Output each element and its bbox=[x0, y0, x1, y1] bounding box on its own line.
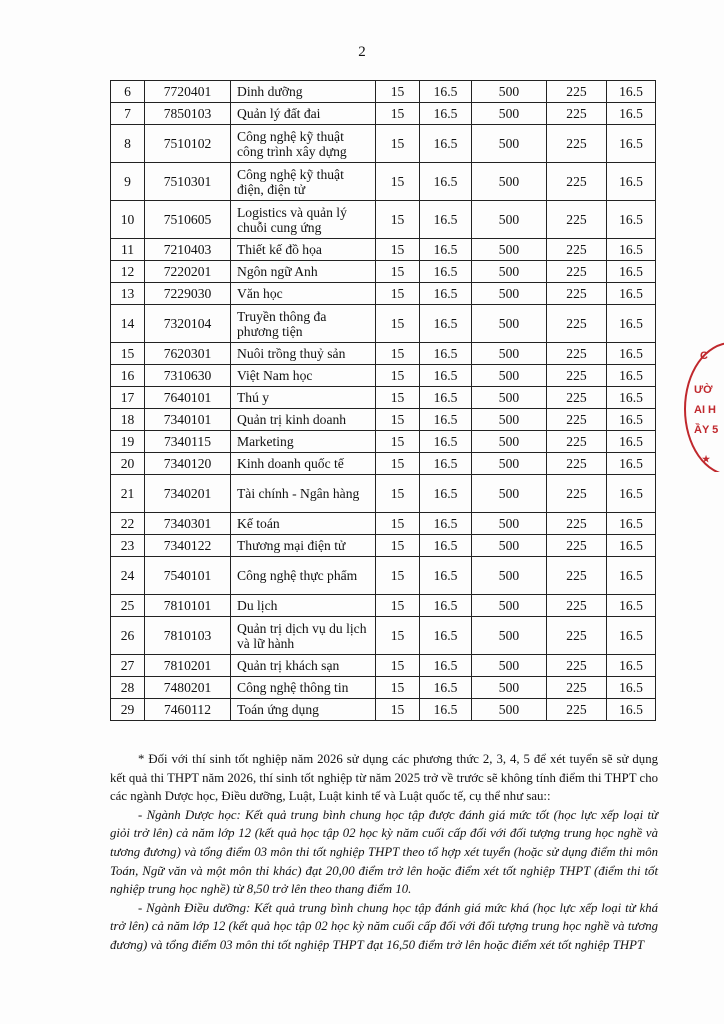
cell-stt: 28 bbox=[111, 677, 145, 699]
cell-c4: 225 bbox=[547, 677, 607, 699]
cell-stt: 6 bbox=[111, 81, 145, 103]
red-stamp bbox=[684, 342, 724, 472]
cell-c2: 16.5 bbox=[420, 305, 472, 343]
cell-c4: 225 bbox=[547, 125, 607, 163]
cell-name: Nuôi trồng thuỷ sản bbox=[231, 343, 376, 365]
cell-c1: 15 bbox=[376, 387, 420, 409]
table-row bbox=[111, 103, 656, 125]
cell-c3: 500 bbox=[472, 677, 547, 699]
cell-c2: 16.5 bbox=[420, 617, 472, 655]
cell-code: 7810101 bbox=[145, 595, 231, 617]
table-row bbox=[111, 431, 656, 453]
cell-c5: 16.5 bbox=[607, 283, 656, 305]
note-intro: * Đối với thí sinh tốt nghiệp năm 2026 sử dụng các phương thức 2, 3, 4, 5 để xét tuyển sẽ sử dụng kết quả thi THPT năm 2026, thí sinh tốt nghiệp từ năm 2025 trở về trước sẽ không tính điểm thi THPT cho các ngành Dược học, Điều dưỡng, Luật, Luật kinh tế và Luật quốc tế, cụ thể như sau:: bbox=[110, 752, 658, 804]
table-row bbox=[111, 163, 656, 201]
cell-c1: 15 bbox=[376, 557, 420, 595]
cell-name: Ngôn ngữ Anh bbox=[231, 261, 376, 283]
table-row bbox=[111, 283, 656, 305]
cell-stt: 10 bbox=[111, 201, 145, 239]
table-row bbox=[111, 201, 656, 239]
cell-c4: 225 bbox=[547, 81, 607, 103]
cell-stt: 15 bbox=[111, 343, 145, 365]
cell-c1: 15 bbox=[376, 343, 420, 365]
cell-name: Dinh dưỡng bbox=[231, 81, 376, 103]
cell-stt: 27 bbox=[111, 655, 145, 677]
cell-c2: 16.5 bbox=[420, 163, 472, 201]
cell-c2: 16.5 bbox=[420, 103, 472, 125]
cell-name: Thương mại điện tử bbox=[231, 535, 376, 557]
cell-c2: 16.5 bbox=[420, 557, 472, 595]
table-row bbox=[111, 343, 656, 365]
table-body bbox=[111, 81, 656, 721]
cell-c5: 16.5 bbox=[607, 201, 656, 239]
cell-c1: 15 bbox=[376, 677, 420, 699]
cell-code: 7540101 bbox=[145, 557, 231, 595]
note-duoc-hoc: - Ngành Dược học: Kết quả trung bình chung học tập được đánh giá mức tốt (học lực xếp loại từ giỏi trở lên) cả năm lớp 12 (kết quả học tập 02 học kỳ năm cuối cấp đối với đối tượng trung học nghề và tương đương) và tổng điểm 03 môn thi tốt nghiệp THPT theo tổ hợp xét tuyển (hoặc sử dụng điểm thi môn Toán, Ngữ văn và một môn thi khác) đạt 20,00 điểm trở lên hoặc điểm xét tốt nghiệp THPT (điểm thi tốt nghiệp trung học nghề) từ 8,50 trở lên theo thang điểm 10. bbox=[110, 807, 658, 897]
cell-name: Du lịch bbox=[231, 595, 376, 617]
cell-c1: 15 bbox=[376, 81, 420, 103]
cell-c4: 225 bbox=[547, 283, 607, 305]
cell-c1: 15 bbox=[376, 475, 420, 513]
note-dieu-duong: - Ngành Điều dưỡng: Kết quả trung bình chung học tập đánh giá mức khá (học lực xếp loại từ khá trở lên) cả năm lớp 12 (kết quả học tập 02 học kỳ năm cuối cấp đối với đối tượng trung học nghề và tương đương) và tổng điểm 03 môn thi tốt nghiệp THPT đạt 16,50 điểm trở lên hoặc điểm xét tốt nghiệp THPT bbox=[110, 900, 658, 952]
cell-code: 7510102 bbox=[145, 125, 231, 163]
cell-c4: 225 bbox=[547, 655, 607, 677]
cell-code: 7510301 bbox=[145, 163, 231, 201]
cell-name: Toán ứng dụng bbox=[231, 699, 376, 721]
cell-c4: 225 bbox=[547, 261, 607, 283]
table-row bbox=[111, 453, 656, 475]
cell-c2: 16.5 bbox=[420, 453, 472, 475]
page-number: 2 bbox=[358, 44, 366, 60]
cell-c1: 15 bbox=[376, 431, 420, 453]
cell-stt: 8 bbox=[111, 125, 145, 163]
cell-c2: 16.5 bbox=[420, 431, 472, 453]
table-row bbox=[111, 475, 656, 513]
cell-code: 7480201 bbox=[145, 677, 231, 699]
table-row bbox=[111, 239, 656, 261]
cell-c3: 500 bbox=[472, 201, 547, 239]
cell-c2: 16.5 bbox=[420, 343, 472, 365]
cell-c2: 16.5 bbox=[420, 535, 472, 557]
cell-c3: 500 bbox=[472, 655, 547, 677]
cell-c3: 500 bbox=[472, 387, 547, 409]
cell-c3: 500 bbox=[472, 365, 547, 387]
cell-c2: 16.5 bbox=[420, 261, 472, 283]
cell-stt: 26 bbox=[111, 617, 145, 655]
cell-stt: 29 bbox=[111, 699, 145, 721]
cell-c1: 15 bbox=[376, 163, 420, 201]
cell-name: Quản trị kinh doanh bbox=[231, 409, 376, 431]
cell-c3: 500 bbox=[472, 81, 547, 103]
cell-c5: 16.5 bbox=[607, 239, 656, 261]
cell-stt: 12 bbox=[111, 261, 145, 283]
cell-name: Logistics và quản lý chuỗi cung ứng bbox=[231, 201, 376, 239]
cell-name: Tài chính - Ngân hàng bbox=[231, 475, 376, 513]
cell-name: Văn học bbox=[231, 283, 376, 305]
cell-c4: 225 bbox=[547, 201, 607, 239]
cell-stt: 24 bbox=[111, 557, 145, 595]
cell-c1: 15 bbox=[376, 103, 420, 125]
cell-c5: 16.5 bbox=[607, 343, 656, 365]
cell-c5: 16.5 bbox=[607, 365, 656, 387]
cell-code: 7620301 bbox=[145, 343, 231, 365]
cell-c3: 500 bbox=[472, 535, 547, 557]
table-row bbox=[111, 699, 656, 721]
table-row bbox=[111, 125, 656, 163]
cell-stt: 20 bbox=[111, 453, 145, 475]
cell-c1: 15 bbox=[376, 125, 420, 163]
cell-c5: 16.5 bbox=[607, 163, 656, 201]
cell-c5: 16.5 bbox=[607, 81, 656, 103]
cell-stt: 21 bbox=[111, 475, 145, 513]
table-row bbox=[111, 261, 656, 283]
cell-c4: 225 bbox=[547, 305, 607, 343]
cell-c2: 16.5 bbox=[420, 365, 472, 387]
cell-c5: 16.5 bbox=[607, 617, 656, 655]
cell-c1: 15 bbox=[376, 261, 420, 283]
cell-stt: 22 bbox=[111, 513, 145, 535]
cell-code: 7340115 bbox=[145, 431, 231, 453]
cell-c5: 16.5 bbox=[607, 103, 656, 125]
cell-c3: 500 bbox=[472, 617, 547, 655]
stamp-star-icon: ★ bbox=[702, 454, 711, 464]
table-row bbox=[111, 617, 656, 655]
table-row bbox=[111, 513, 656, 535]
cell-c5: 16.5 bbox=[607, 699, 656, 721]
cell-code: 7310630 bbox=[145, 365, 231, 387]
cell-c4: 225 bbox=[547, 431, 607, 453]
cell-code: 7810103 bbox=[145, 617, 231, 655]
cell-c3: 500 bbox=[472, 125, 547, 163]
cell-c3: 500 bbox=[472, 453, 547, 475]
table-row bbox=[111, 677, 656, 699]
cell-name: Kế toán bbox=[231, 513, 376, 535]
cell-c2: 16.5 bbox=[420, 409, 472, 431]
cell-code: 7210403 bbox=[145, 239, 231, 261]
table-row bbox=[111, 655, 656, 677]
stamp-text-2: ƯỜ bbox=[694, 384, 713, 396]
cell-c3: 500 bbox=[472, 513, 547, 535]
stamp-text-1: C bbox=[700, 350, 708, 362]
cell-c4: 225 bbox=[547, 365, 607, 387]
cell-c2: 16.5 bbox=[420, 125, 472, 163]
cell-name: Công nghệ kỹ thuật điện, điện tử bbox=[231, 163, 376, 201]
admission-table bbox=[110, 80, 656, 721]
cell-name: Quản lý đất đai bbox=[231, 103, 376, 125]
cell-c2: 16.5 bbox=[420, 699, 472, 721]
cell-c2: 16.5 bbox=[420, 387, 472, 409]
cell-code: 7850103 bbox=[145, 103, 231, 125]
cell-c4: 225 bbox=[547, 595, 607, 617]
cell-c3: 500 bbox=[472, 343, 547, 365]
cell-c3: 500 bbox=[472, 283, 547, 305]
cell-name: Kinh doanh quốc tế bbox=[231, 453, 376, 475]
cell-name: Thú y bbox=[231, 387, 376, 409]
cell-c2: 16.5 bbox=[420, 595, 472, 617]
cell-c4: 225 bbox=[547, 343, 607, 365]
cell-c5: 16.5 bbox=[607, 387, 656, 409]
cell-stt: 7 bbox=[111, 103, 145, 125]
table-row bbox=[111, 557, 656, 595]
cell-c4: 225 bbox=[547, 409, 607, 431]
cell-c5: 16.5 bbox=[607, 595, 656, 617]
cell-c3: 500 bbox=[472, 557, 547, 595]
cell-c1: 15 bbox=[376, 239, 420, 261]
cell-code: 7320104 bbox=[145, 305, 231, 343]
cell-stt: 18 bbox=[111, 409, 145, 431]
cell-stt: 11 bbox=[111, 239, 145, 261]
cell-c4: 225 bbox=[547, 557, 607, 595]
cell-c2: 16.5 bbox=[420, 677, 472, 699]
cell-c1: 15 bbox=[376, 453, 420, 475]
cell-name: Quản trị khách sạn bbox=[231, 655, 376, 677]
cell-c4: 225 bbox=[547, 239, 607, 261]
cell-c5: 16.5 bbox=[607, 125, 656, 163]
stamp-text-3: AI H bbox=[694, 404, 716, 416]
cell-stt: 9 bbox=[111, 163, 145, 201]
cell-c4: 225 bbox=[547, 535, 607, 557]
cell-c2: 16.5 bbox=[420, 239, 472, 261]
cell-name: Việt Nam học bbox=[231, 365, 376, 387]
cell-c4: 225 bbox=[547, 513, 607, 535]
cell-code: 7340201 bbox=[145, 475, 231, 513]
cell-c5: 16.5 bbox=[607, 535, 656, 557]
cell-c2: 16.5 bbox=[420, 283, 472, 305]
cell-code: 7340301 bbox=[145, 513, 231, 535]
cell-code: 7229030 bbox=[145, 283, 231, 305]
cell-c4: 225 bbox=[547, 453, 607, 475]
cell-c5: 16.5 bbox=[607, 513, 656, 535]
cell-c1: 15 bbox=[376, 305, 420, 343]
table-row bbox=[111, 409, 656, 431]
cell-name: Quản trị dịch vụ du lịch và lữ hành bbox=[231, 617, 376, 655]
cell-stt: 17 bbox=[111, 387, 145, 409]
cell-c1: 15 bbox=[376, 201, 420, 239]
cell-name: Thiết kế đồ họa bbox=[231, 239, 376, 261]
stamp-text-4: ẦY 5 bbox=[694, 424, 719, 436]
cell-stt: 13 bbox=[111, 283, 145, 305]
cell-c4: 225 bbox=[547, 617, 607, 655]
cell-c2: 16.5 bbox=[420, 655, 472, 677]
cell-name: Công nghệ thực phẩm bbox=[231, 557, 376, 595]
cell-stt: 25 bbox=[111, 595, 145, 617]
cell-c1: 15 bbox=[376, 595, 420, 617]
cell-name: Công nghệ thông tin bbox=[231, 677, 376, 699]
cell-c1: 15 bbox=[376, 513, 420, 535]
cell-c3: 500 bbox=[472, 409, 547, 431]
cell-c3: 500 bbox=[472, 305, 547, 343]
cell-name: Truyền thông đa phương tiện bbox=[231, 305, 376, 343]
cell-c3: 500 bbox=[472, 163, 547, 201]
cell-code: 7340101 bbox=[145, 409, 231, 431]
cell-c4: 225 bbox=[547, 387, 607, 409]
cell-code: 7220201 bbox=[145, 261, 231, 283]
cell-c1: 15 bbox=[376, 699, 420, 721]
cell-c5: 16.5 bbox=[607, 557, 656, 595]
cell-code: 7340122 bbox=[145, 535, 231, 557]
table-row bbox=[111, 387, 656, 409]
cell-code: 7810201 bbox=[145, 655, 231, 677]
cell-c4: 225 bbox=[547, 163, 607, 201]
cell-stt: 16 bbox=[111, 365, 145, 387]
cell-c5: 16.5 bbox=[607, 409, 656, 431]
cell-code: 7460112 bbox=[145, 699, 231, 721]
cell-c1: 15 bbox=[376, 365, 420, 387]
table-row bbox=[111, 305, 656, 343]
cell-name: Marketing bbox=[231, 431, 376, 453]
cell-c5: 16.5 bbox=[607, 305, 656, 343]
cell-c2: 16.5 bbox=[420, 201, 472, 239]
cell-c3: 500 bbox=[472, 103, 547, 125]
cell-c2: 16.5 bbox=[420, 81, 472, 103]
cell-c3: 500 bbox=[472, 595, 547, 617]
notes-section bbox=[110, 750, 658, 955]
cell-stt: 23 bbox=[111, 535, 145, 557]
cell-code: 7340120 bbox=[145, 453, 231, 475]
cell-c1: 15 bbox=[376, 617, 420, 655]
cell-c3: 500 bbox=[472, 431, 547, 453]
cell-c5: 16.5 bbox=[607, 261, 656, 283]
table-row bbox=[111, 365, 656, 387]
cell-c1: 15 bbox=[376, 655, 420, 677]
table-row bbox=[111, 535, 656, 557]
cell-c5: 16.5 bbox=[607, 655, 656, 677]
cell-c5: 16.5 bbox=[607, 677, 656, 699]
cell-c2: 16.5 bbox=[420, 475, 472, 513]
cell-c4: 225 bbox=[547, 103, 607, 125]
cell-c3: 500 bbox=[472, 475, 547, 513]
cell-c5: 16.5 bbox=[607, 475, 656, 513]
cell-c4: 225 bbox=[547, 699, 607, 721]
cell-code: 7720401 bbox=[145, 81, 231, 103]
cell-c2: 16.5 bbox=[420, 513, 472, 535]
cell-c3: 500 bbox=[472, 239, 547, 261]
cell-name: Công nghệ kỹ thuật công trình xây dựng bbox=[231, 125, 376, 163]
cell-c3: 500 bbox=[472, 699, 547, 721]
cell-stt: 14 bbox=[111, 305, 145, 343]
cell-c3: 500 bbox=[472, 261, 547, 283]
table-row bbox=[111, 595, 656, 617]
cell-c1: 15 bbox=[376, 283, 420, 305]
cell-c1: 15 bbox=[376, 409, 420, 431]
cell-c4: 225 bbox=[547, 475, 607, 513]
cell-c5: 16.5 bbox=[607, 431, 656, 453]
cell-code: 7510605 bbox=[145, 201, 231, 239]
cell-c5: 16.5 bbox=[607, 453, 656, 475]
table-row bbox=[111, 81, 656, 103]
cell-stt: 19 bbox=[111, 431, 145, 453]
cell-c1: 15 bbox=[376, 535, 420, 557]
cell-code: 7640101 bbox=[145, 387, 231, 409]
